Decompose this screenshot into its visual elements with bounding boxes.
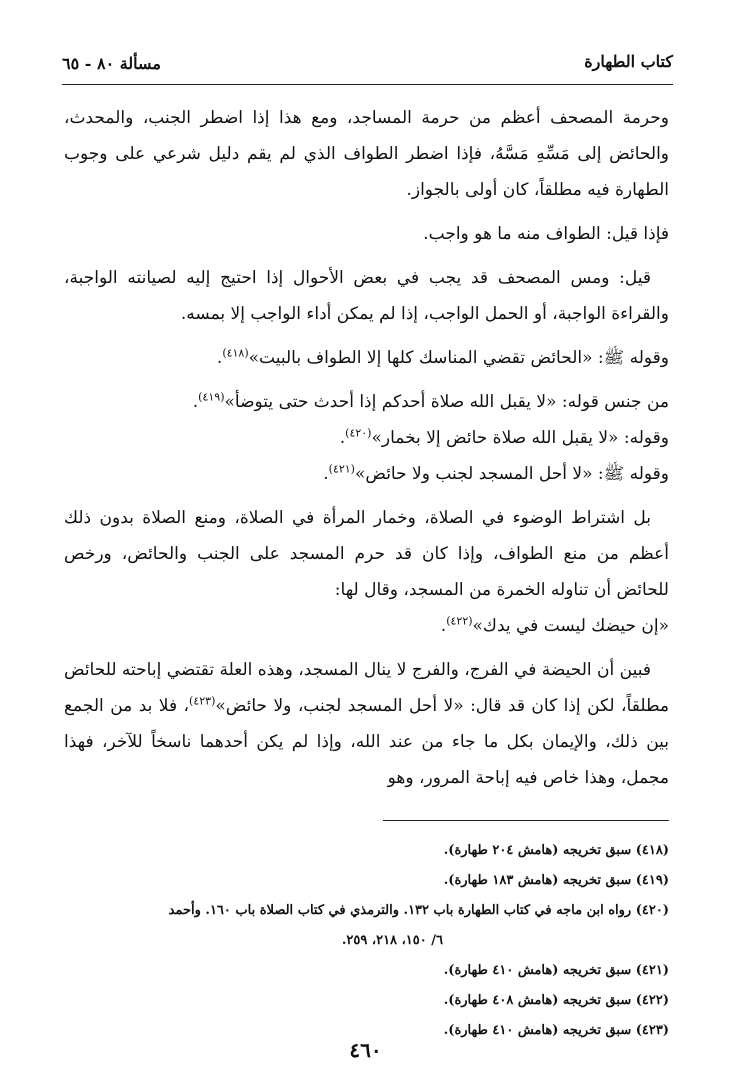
paragraph <box>64 340 669 376</box>
main-text <box>64 100 669 796</box>
paragraph <box>64 456 669 492</box>
running-header <box>62 44 673 85</box>
footnote: (٤٢٢) سبق تخريجه (هامش ٤٠٨ طهارة). <box>443 993 669 1008</box>
page-number: ٤٦٠ <box>349 1038 382 1062</box>
text-run: فبين أن الحيضة في الفرج، والفرج لا ينال المسجد، وهذه العلة تقتضي إباحته للحائض مطلقاً، لكن إذا كان قد قال: «لا أحل المسجد لجنب، ولا حائض» <box>64 660 670 716</box>
paragraph <box>64 260 669 332</box>
text-run: قيل: ومس المصحف قد يجب في بعض الأحوال إذا احتيج إليه لصيانته الواجبة، والقراءة الواجبة، أو الحمل الواجب، إذا لم يمكن أداء الواجب إلا بمسه. <box>64 268 669 324</box>
paragraph <box>64 652 669 796</box>
text-run: وقوله: «لا يقبل الله صلاة حائض إلا بخمار» <box>371 428 669 448</box>
text-run: . <box>339 428 346 448</box>
footnote: (٤٢٠) رواه ابن ماجه في كتاب الطهارة باب ١٣٢. والترمذي في كتاب الصلاة باب ١٦٠. وأحمد <box>168 903 669 918</box>
text-run: . <box>216 348 223 368</box>
text-run: وقوله ﷺ: «لا أحل المسجد لجنب ولا حائض» <box>354 464 669 484</box>
footnote-divider <box>383 820 669 821</box>
footnote: (٤١٩) سبق تخريجه (هامش ١٨٣ طهارة). <box>443 873 669 888</box>
paragraph <box>64 608 669 644</box>
footnote-ref: (٤٢٢) <box>446 614 473 628</box>
text-run: . <box>323 464 329 484</box>
text-run: . <box>192 392 199 412</box>
footnote: (٤٢٣) سبق تخريجه (هامش ٤١٠ طهارة). <box>443 1023 669 1038</box>
footnote-ref: (٤٢٠) <box>345 426 372 440</box>
paragraph <box>64 500 669 608</box>
paragraph <box>64 100 669 208</box>
paragraph <box>64 216 669 252</box>
footnote: (٤٢١) سبق تخريجه (هامش ٤١٠ طهارة). <box>443 963 669 978</box>
text-run: فإذا قيل: الطواف منه ما هو واجب. <box>423 224 669 244</box>
text-run: «إن حيضك ليست في يدك» <box>472 616 669 636</box>
footnote-continuation: ٦/ ١٥٠، ٢١٨، ٢٥٩. <box>341 933 443 948</box>
footnote-ref: (٤٢٣) <box>189 694 216 708</box>
text-run: من جنس قوله: «لا يقبل الله صلاة أحدكم إذا أحدث حتى يتوضأ» <box>224 392 669 412</box>
text-run: ، فلا بد من الجمع بين ذلك، والإيمان بكل ما جاء من عند الله، وإذا لم يكن أحدهما ناسخاً للآخر، فهذا مجمل، وهذا خاص فيه إباحة المرور، وهو <box>64 696 669 788</box>
paragraph <box>64 384 669 420</box>
footnote: (٤١٨) سبق تخريجه (هامش ٢٠٤ طهارة). <box>443 843 669 858</box>
footnote-ref: (٤٢١) <box>328 462 355 476</box>
text-run: وحرمة المصحف أعظم من حرمة المساجد، ومع هذا إذا اضطر الجنب، والمحدث، والحائض إلى مَسِّهِ مَسَّهُ، فإذا اضطر الطواف الذي لم يقم دليل شرعي على وجوب الطهارة فيه مطلقاً، كان أولى بالجواز. <box>64 108 669 200</box>
issue-range: مسألة ٨٠ - ٦٥ <box>62 54 161 73</box>
paragraph <box>64 420 669 456</box>
text-run: بل اشتراط الوضوء في الصلاة، وخمار المرأة في الصلاة، ومنع الصلاة بدون ذلك أعظم من منع الطواف، وإذا كان قد حرم المسجد على الجنب والحائض، ورخص للحائض أن تناوله الخمرة من المسجد، وقال لها: <box>64 508 669 600</box>
footnotes <box>56 836 669 1046</box>
footnote-ref: (٤١٨) <box>222 346 249 360</box>
text-run: . <box>440 616 447 636</box>
footnote-ref: (٤١٩) <box>198 390 225 404</box>
book-title: كتاب الطهارة <box>584 52 673 71</box>
text-run: وقوله ﷺ: «الحائض تقضي المناسك كلها إلا الطواف بالبيت» <box>248 348 669 368</box>
